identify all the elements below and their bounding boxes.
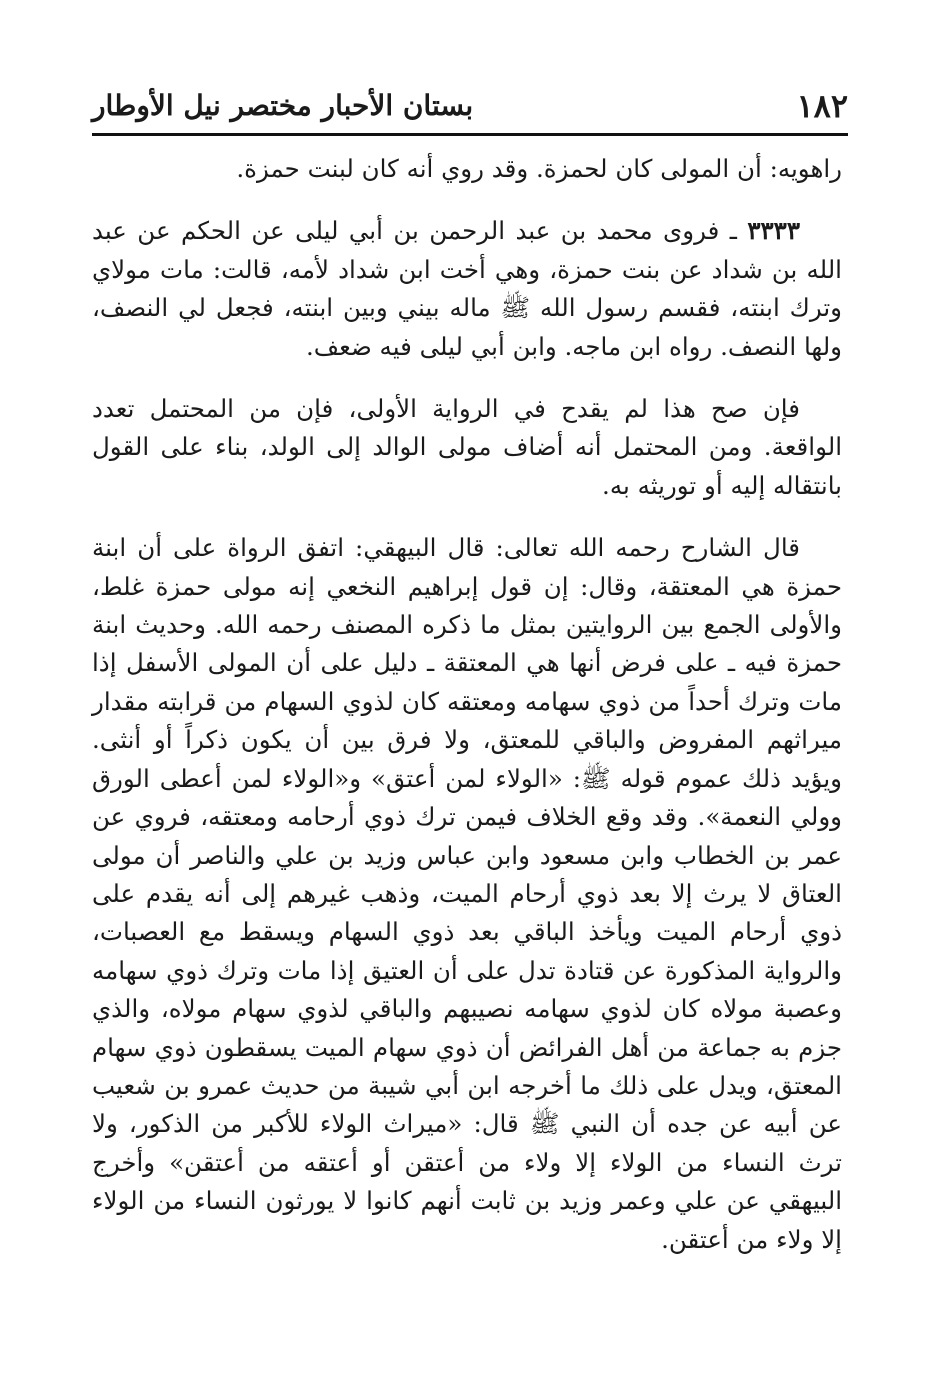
hadith-number: ٣٣٣٣ [747, 216, 800, 246]
paragraph-sharih: قال الشارح رحمه الله تعالى: قال البيهقي: اتفق الرواة على أن ابنة حمزة هي المعتقة، وقال: إن قول إبراهيم النخعي إنه مولى حمزة غلط، والأولى الجمع بين الروايتين بمثل ما ذكره المصنف رحمه الله. وحديث ابنة حمزة فيه ـ على فرض أنها هي المعتقة ـ دليل على أن المولى الأسفل إذا مات وترك أحداً من ذوي سهامه ومعتقه كان لذوي السهام من قرابته مقدار ميراثهم المفروض والباقي للمعتق، ولا فرق بين أن يكون ذكراً أو أنثى. ويؤيد ذلك عموم قوله ﷺ: «الولاء لمن أعتق» و«الولاء لمن أعطى الورق وولي النعمة». وقد وقع الخلاف فيمن ترك ذوي أرحامه ومعتقه، فروي عن عمر بن الخطاب وابن مسعود وابن عباس وزيد بن علي والناصر أن مولى العتاق لا يرث إلا بعد ذوي أرحام الميت، وذهب غيرهم إلى أنه يقدم على ذوي أرحام الميت ويأخذ الباقي بعد ذوي السهام ويسقط مع العصبات، والرواية المذكورة عن قتادة تدل على أن العتيق إذا مات وترك ذوي سهامه وعصبة مولاه كان لذوي سهامه نصيبهم والباقي لذوي سهام مولاه، والذي جزم به جماعة من أهل الفرائض أن ذوي سهام الميت يسقطون ذوي سهام المعتق، ويدل على ذلك ما أخرجه ابن أبي شيبة من حديث عمرو بن شعيب عن أبيه عن جده أن النبي ﷺ قال: «ميراث الولاء للأكبر من الذكور، ولا ترث النساء من الولاء إلا ولاء من أعتقن أو أعتقه من أعتقن» وأخرج البيهقي عن علي وعمر وزيد بن ثابت أنهم كانوا لا يورثون النساء من الولاء إلا ولاء من أعتقن. [92, 533, 842, 1254]
paragraph-commentary: فإن صح هذا لم يقدح في الرواية الأولى، فإن من المحتمل تعدد الواقعة. ومن المحتمل أنه أضاف مولى الوالد إلى الولد، بناء على القول بانتقاله إليه أو توريثه به. [92, 394, 842, 500]
body-text [92, 150, 842, 1259]
page-number: ١٨٢ [796, 87, 848, 125]
paragraph-continuation: راهويه: أن المولى كان لحمزة. وقد روي أنه كان لبنت حمزة. [236, 154, 842, 183]
paragraph-gap [92, 188, 842, 212]
header-rule [92, 133, 848, 136]
running-title: بستان الأحبار مختصر نيل الأوطار [92, 89, 474, 122]
paragraph-hadith-3333 [92, 212, 842, 366]
paragraph-gap [92, 505, 842, 529]
paragraph-gap [92, 366, 842, 390]
page-header [92, 84, 848, 134]
hadith-text: ـ فروى محمد بن عبد الرحمن بن أبي ليلى عن الحكم عن عبد الله بن شداد عن بنت حمزة، وهي أخت ابن شداد لأمه، قالت: مات مولاي وترك ابنته، فقسم رسول الله ﷺ ماله بيني وبين ابنته، فجعل لي النصف، ولها النصف. رواه ابن ماجه. وابن أبي ليلى فيه ضعف. [92, 216, 842, 361]
